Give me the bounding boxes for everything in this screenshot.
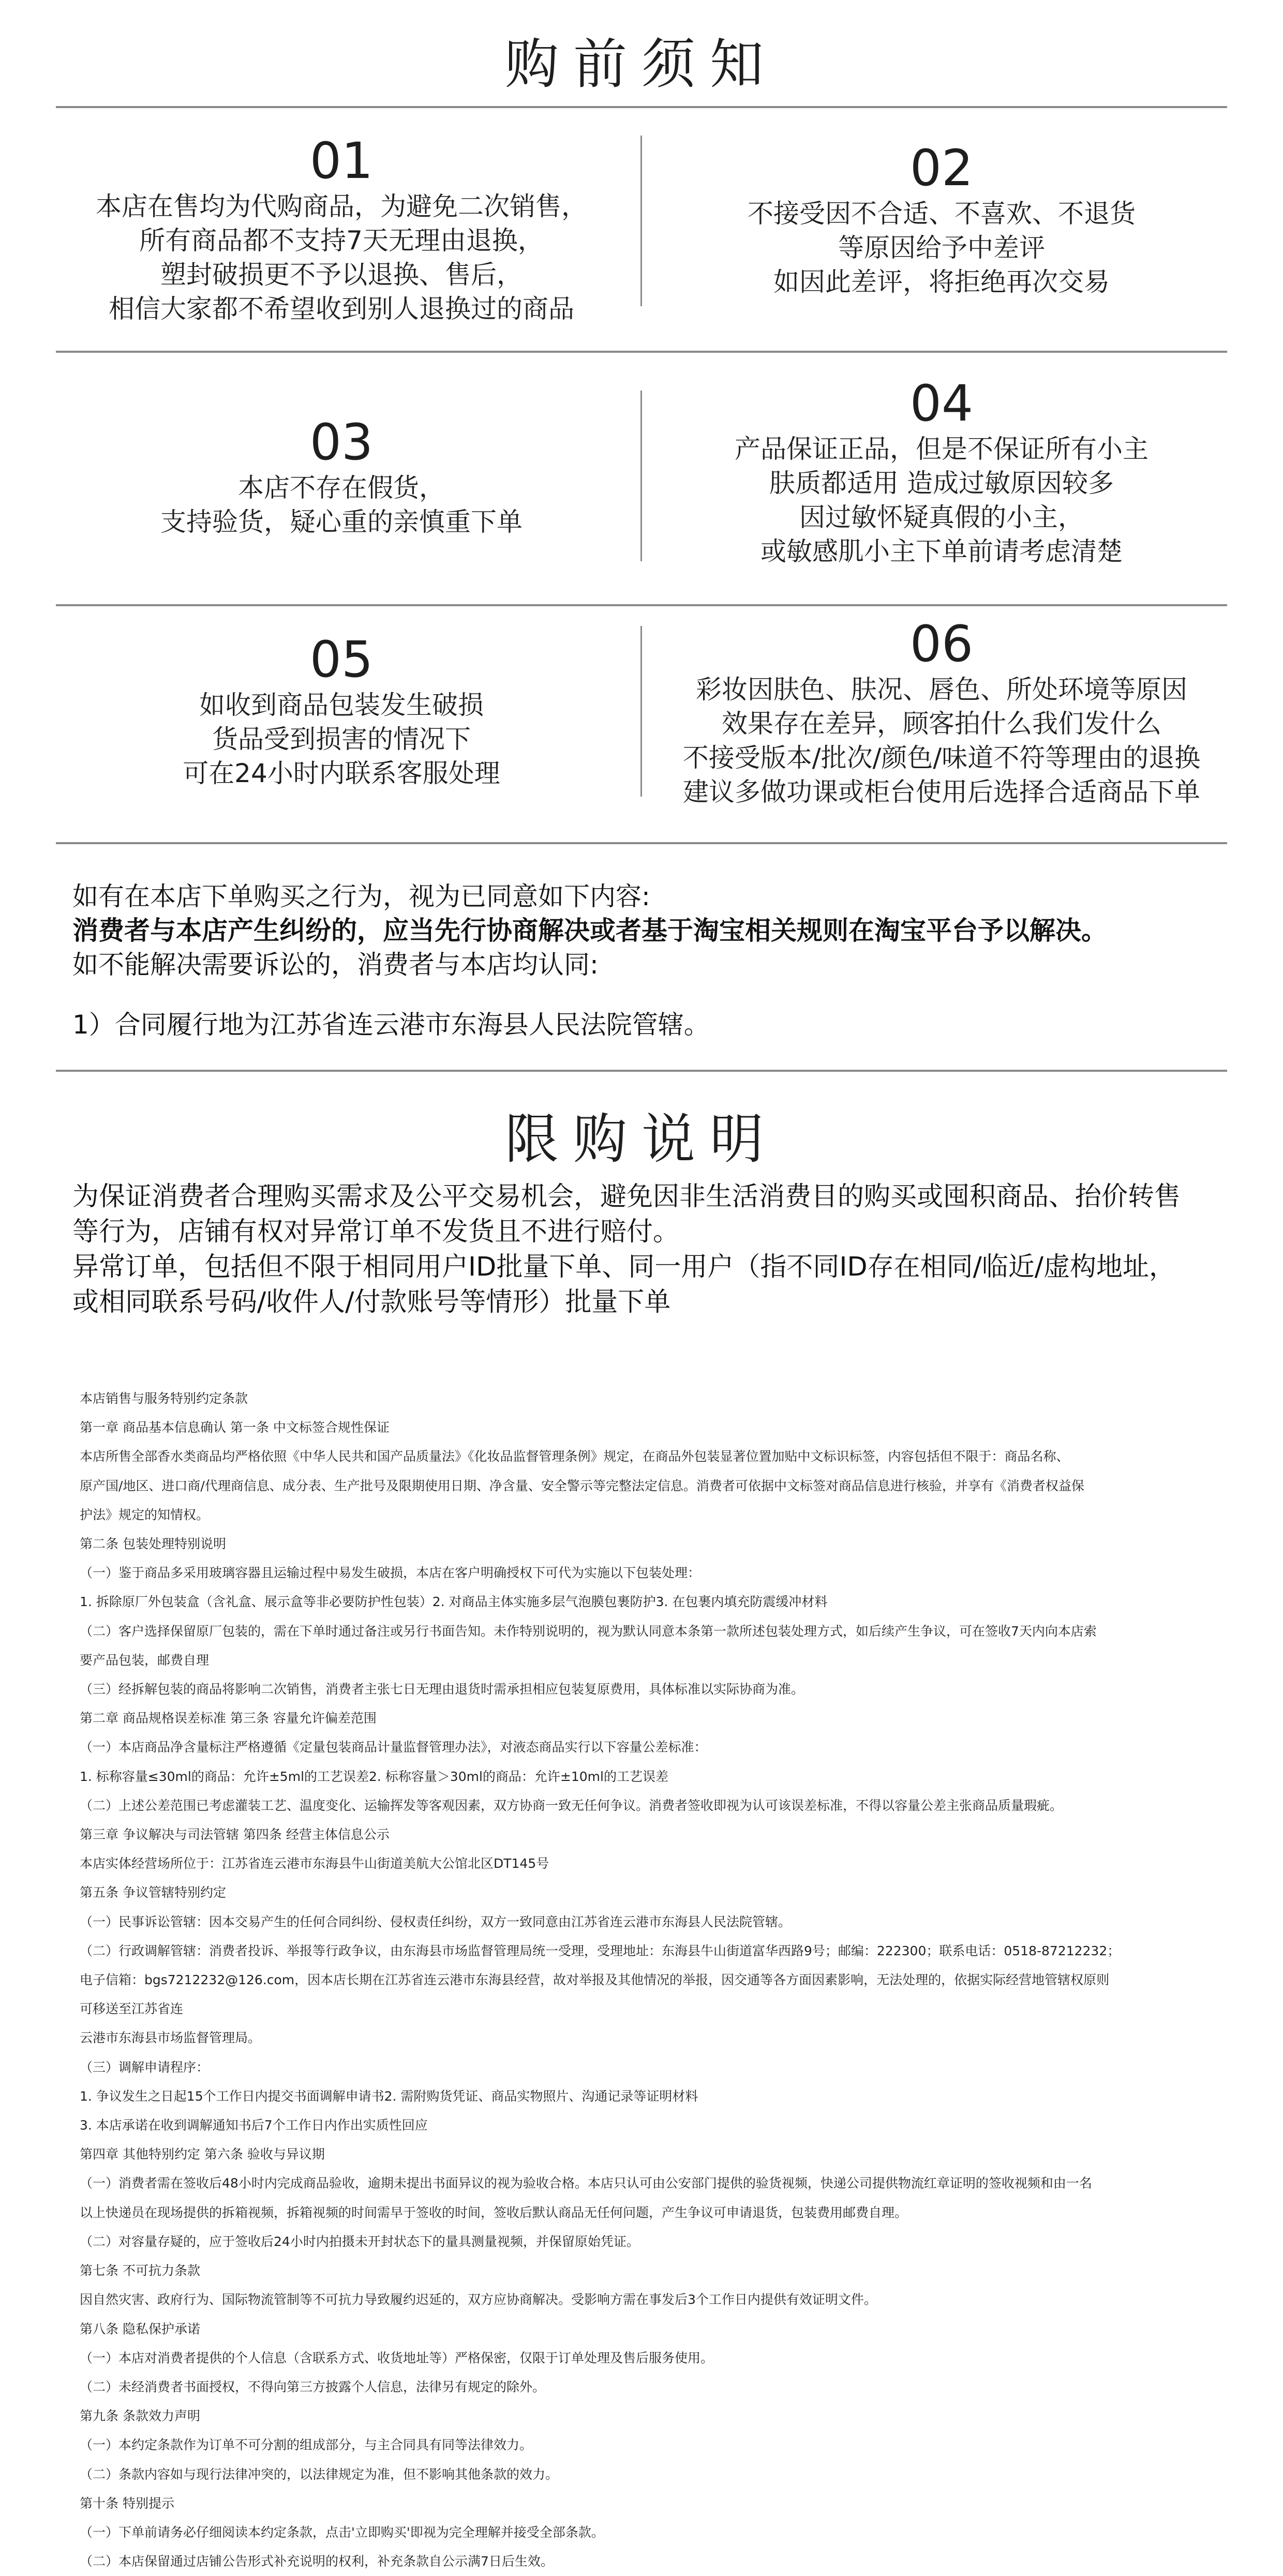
terms-line: 本店所售全部香水类商品均严格依照《中华人民共和国产品质量法》《化妆品监督管理条例》规定，在商品外包装显著位置加贴中文标识标签，内容包括但不限于：商品名称、 <box>80 1449 1069 1464</box>
terms-line: （二）上述公差范围已考虑灌装工艺、温度变化、运输挥发等客观因素，双方协商一致无任何争议。消费者签收即视为认可该误差标准，不得以容量公差主张商品质量瑕疵。 <box>80 1798 1063 1813</box>
terms-line: （二）未经消费者书面授权，不得向第三方披露个人信息，法律另有规定的除外。 <box>80 2379 546 2394</box>
column-divider <box>640 391 642 561</box>
item-number: 01 <box>309 132 374 190</box>
item-line: 货品受到损害的情况下 <box>212 724 471 754</box>
terms-line: 第五条 争议管辖特别约定 <box>80 1885 226 1900</box>
terms-line: （二）对容量存疑的，应于签收后24小时内拍摄未开封状态下的量具测量视频，并保留原始凭证。 <box>80 2234 639 2249</box>
item-line: 塑封破损更不予以退换、售后， <box>160 260 523 290</box>
divider <box>56 106 1227 108</box>
notice-item-04 <box>657 375 1226 568</box>
terms-line: 电子信箱：bgs7212232@126.com，因本店长期在江苏省连云港市东海县经营，故对举报及其他情况的举报，因交通等各方面因素影响，无法处理的，依据实际经营地管辖权原则 <box>80 1972 1110 1988</box>
terms-line: 第二条 包装处理特别说明 <box>80 1536 226 1552</box>
item-number: 05 <box>309 631 374 688</box>
terms-line: （一）下单前请务必仔细阅读本约定条款，点击'立即购买'即视为完全理解并接受全部条款。 <box>80 2524 604 2540</box>
terms-line: 3. 本店承诺在收到调解通知书后7个工作日内作出实质性回应 <box>80 2118 428 2133</box>
terms-line: 可移送至江苏省连 <box>80 2001 184 2017</box>
terms-line: 1. 拆除原厂外包装盒（含礼盒、展示盒等非必要防护性包装）2. 对商品主体实施多层气泡膜包裹防护3. 在包裹内填充防震缓冲材料 <box>80 1594 828 1610</box>
terms-line: 护法》规定的知情权。 <box>80 1507 210 1522</box>
terms-line: （三）经拆解包装的商品将影响二次销售，消费者主张七日无理由退货时需承担相应包装复原费用，具体标准以实际协商为准。 <box>80 1682 804 1697</box>
item-number: 04 <box>909 375 974 432</box>
terms-line: （一）本约定条款作为订单不可分割的组成部分，与主合同具有同等法律效力。 <box>80 2437 533 2453</box>
item-number: 03 <box>309 413 374 471</box>
terms-line: 本店实体经营场所位于：江苏省连云港市东海县牛山街道美航大公馆北区DT145号 <box>80 1856 549 1871</box>
item-line: 建议多做功课或柜台使用后选择合适商品下单 <box>683 777 1200 807</box>
terms-line: 本店销售与服务特别约定条款 <box>80 1391 248 1406</box>
terms-line: （一）民事诉讼管辖：因本交易产生的任何合同纠纷、侵权责任纠纷，双方一致同意由江苏省连云港市东海县人民法院管辖。 <box>80 1914 792 1929</box>
limit-title: 限购说明 <box>504 1107 778 1171</box>
item-line: 产品保证正品，但是不保证所有小主 <box>735 434 1148 464</box>
divider <box>56 351 1227 353</box>
terms-line: 1. 标称容量≤30ml的商品：允许±5ml的工艺误差2. 标称容量＞30ml的商品：允许±10ml的工艺误差 <box>80 1769 668 1784</box>
terms-line: 第四章 其他特别约定 第六条 验收与异议期 <box>80 2147 325 2162</box>
item-line: 不接受版本/批次/颜色/味道不符等理由的退换 <box>682 743 1201 773</box>
terms-line: （二）客户选择保留原厂包装的，需在下单时通过备注或另行书面告知。未作特别说明的，视为默认同意本条第一款所述包装处理方式，如后续产生争议，可在签收7天内向本店索 <box>80 1623 1097 1639</box>
agreement-line: 消费者与本店产生纠纷的，应当先行协商解决或者基于淘宝相关规则在淘宝平台予以解决。 <box>72 916 1107 946</box>
limit-line: 为保证消费者合理购买需求及公平交易机会，避免因非生活消费目的购买或囤积商品、抬价转售 <box>72 1181 1181 1212</box>
limit-block <box>72 1179 1221 1320</box>
item-line: 等原因给予中差评 <box>838 233 1045 263</box>
item-line: 肤质都适用 造成过敏原因较多 <box>769 468 1114 498</box>
item-line: 如收到商品包装发生破损 <box>199 690 484 720</box>
item-line: 或敏感肌小主下单前请考虑清楚 <box>760 536 1123 566</box>
item-line: 本店在售均为代购商品，为避免二次销售， <box>96 191 587 221</box>
item-line: 如因此差评，将拒绝再次交易 <box>773 267 1110 297</box>
terms-line: 第七条 不可抗力条款 <box>80 2263 200 2279</box>
item-line: 彩妆因肤色、肤况、唇色、所处环境等原因 <box>696 675 1187 705</box>
notice-title: 购前须知 <box>504 33 778 96</box>
notice-item-02 <box>657 140 1226 299</box>
item-line: 不接受因不合适、不喜欢、不退货 <box>748 199 1136 229</box>
terms-fine-print <box>80 1384 1228 2576</box>
divider <box>56 1070 1227 1072</box>
notice-item-06 <box>642 616 1242 809</box>
item-line: 相信大家都不希望收到别人退换过的商品 <box>109 294 574 324</box>
item-line: 所有商品都不支持7天无理由退换， <box>139 226 544 256</box>
terms-line: （一）消费者需在签收后48小时内完成商品验收，逾期未提出书面异议的视为验收合格。本店只认可由公安部门提供的验货视频，快递公司提供物流红章证明的签收视频和由一名 <box>80 2176 1092 2191</box>
agreement-line: 如有在本店下单购买之行为，视为已同意如下内容: <box>72 881 650 911</box>
terms-line: 第一章 商品基本信息确认 第一条 中文标签合规性保证 <box>80 1420 390 1435</box>
terms-line: 云港市东海县市场监督管理局。 <box>80 2030 261 2046</box>
notice-item-05 <box>57 631 626 790</box>
terms-line: （三）调解申请程序： <box>80 2059 210 2075</box>
item-number: 06 <box>909 615 974 673</box>
terms-line: 要产品包装，邮费自理 <box>80 1652 210 1668</box>
terms-line: 第三章 争议解决与司法管辖 第四条 经营主体信息公示 <box>80 1827 390 1843</box>
terms-line: （一）本店对消费者提供的个人信息（含联系方式、收货地址等）严格保密，仅限于订单处理及售后服务使用。 <box>80 2350 714 2365</box>
terms-line: 第二章 商品规格误差标准 第三条 容量允许偏差范围 <box>80 1711 377 1726</box>
terms-line: 原产国/地区、进口商/代理商信息、成分表、生产批号及限期使用日期、净含量、安全警示等完整法定信息。消费者可依据中文标签对商品信息进行核验，并享有《消费者权益保 <box>80 1478 1084 1493</box>
item-line: 可在24小时内联系客服处理 <box>183 758 500 788</box>
terms-line: 第八条 隐私保护承诺 <box>80 2321 200 2337</box>
divider <box>56 842 1227 844</box>
agreement-line: 如不能解决需要诉讼的，消费者与本店均认同: <box>72 950 599 980</box>
column-divider <box>640 136 642 306</box>
terms-line: （二）条款内容如与现行法律冲突的，以法律规定为准，但不影响其他条款的效力。 <box>80 2466 559 2482</box>
terms-line: （一）本店商品净含量标注严格遵循《定量包装商品计量监督管理办法》，对液态商品实行以下容量公差标准： <box>80 1740 707 1755</box>
agreement-block <box>72 879 1221 1042</box>
item-number: 02 <box>909 139 974 197</box>
terms-line: 第九条 条款效力声明 <box>80 2408 200 2424</box>
limit-line: 异常订单，包括但不限于相同用户ID批量下单、同一用户（指不同ID存在相同/临近/虚构地址， <box>72 1252 1175 1282</box>
terms-line: （二）行政调解管辖：消费者投诉、举报等行政争议，由东海县市场监督管理局统一受理，受理地址：东海县牛山街道富华西路9号；邮编：222300；联系电话：0518-87212232； <box>80 1943 1121 1958</box>
notice-item-03 <box>57 414 626 539</box>
terms-line: 第十条 特别提示 <box>80 2495 174 2511</box>
notice-item-01 <box>57 132 626 326</box>
item-line: 本店不存在假货， <box>238 473 445 503</box>
limit-line: 或相同联系号码/收件人/付款账号等情形）批量下单 <box>72 1287 671 1317</box>
item-line: 效果存在差异，顾客拍什么我们发什么 <box>722 709 1161 739</box>
terms-line: （一）鉴于商品多采用玻璃容器且运输过程中易发生破损，本店在客户明确授权下可代为实施以下包装处理： <box>80 1565 701 1581</box>
terms-line: 以上快递员在现场提供的拆箱视频，拆箱视频的时间需早于签收的时间，签收后默认商品无任何问题，产生争议可申请退货，包装费用邮费自理。 <box>80 2205 908 2220</box>
agreement-clause: 1）合同履行地为江苏省连云港市东海县人民法院管辖。 <box>72 1010 710 1040</box>
limit-line: 等行为，店铺有权对异常订单不发货且不进行赔付。 <box>72 1217 680 1247</box>
terms-line: 1. 争议发生之日起15个工作日内提交书面调解申请书2. 需附购货凭证、商品实物照片、沟通记录等证明材料 <box>80 2088 698 2104</box>
terms-line: 因自然灾害、政府行为、国际物流管制等不可抗力导致履约迟延的，双方应协商解决。受影响方需在事发后3个工作日内提供有效证明文件。 <box>80 2292 877 2308</box>
divider <box>56 604 1227 606</box>
item-line: 支持验货，疑心重的亲慎重下单 <box>160 507 523 537</box>
item-line: 因过敏怀疑真假的小主， <box>799 502 1084 532</box>
terms-line: （二）本店保留通过店铺公告形式补充说明的权利，补充条款自公示满7日后生效。 <box>80 2554 554 2569</box>
